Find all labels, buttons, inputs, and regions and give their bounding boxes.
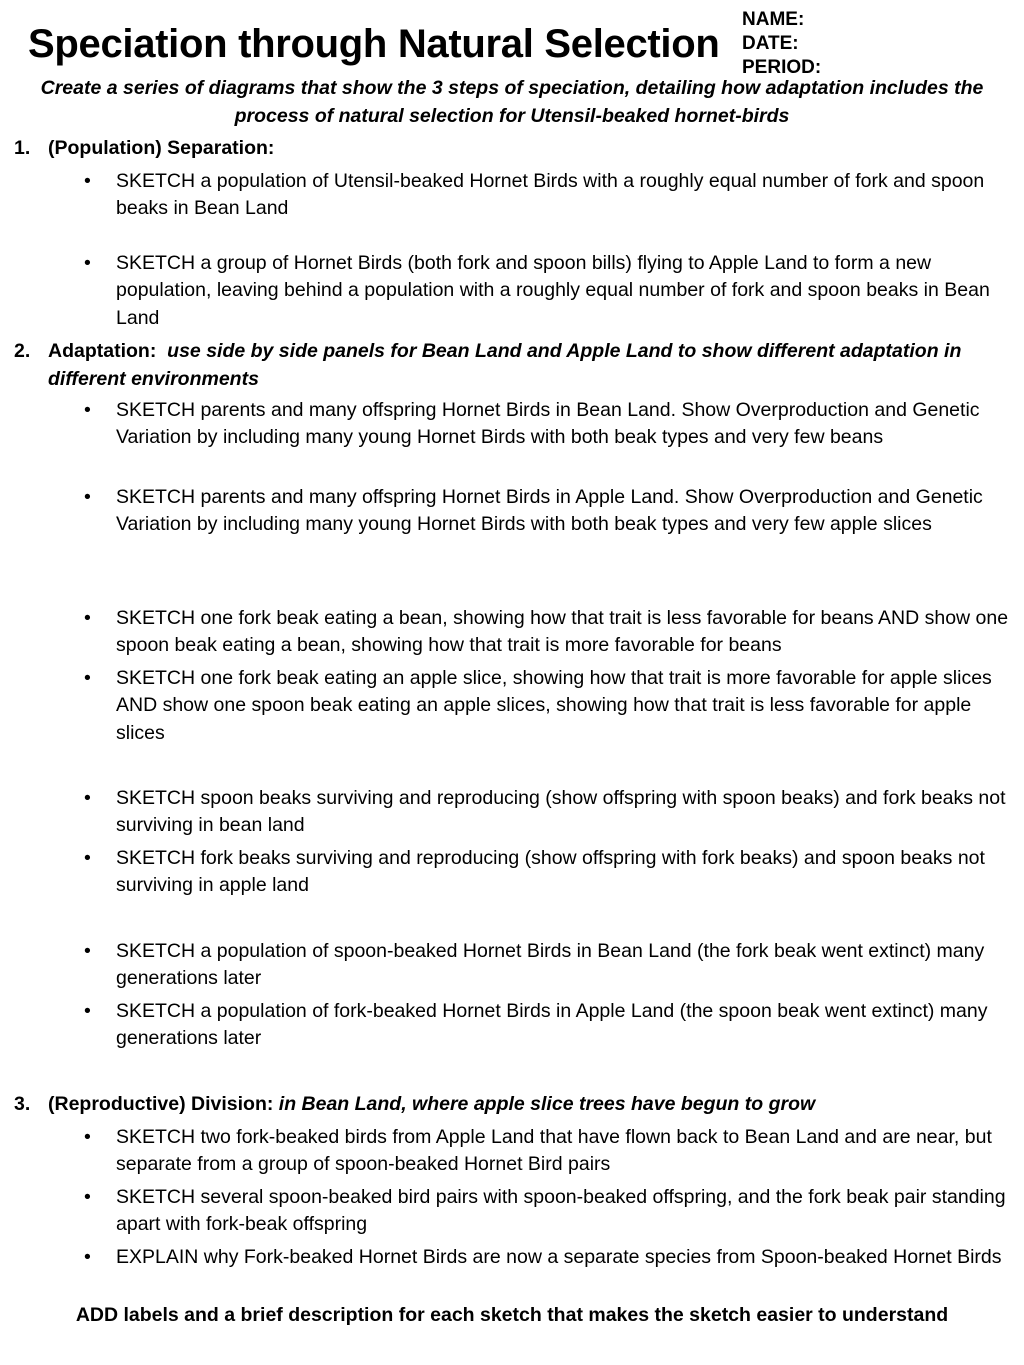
bullet-text: SKETCH a population of spoon-beaked Hornet Birds in Bean Land (the fork beak went extinct) many generations later [116, 940, 985, 990]
bullet-icon: • [84, 1126, 91, 1148]
bullet-icon: • [84, 1246, 91, 1268]
bullet-icon: • [84, 787, 91, 809]
list-item [0, 605, 1024, 660]
step-number: 3. [14, 1093, 31, 1115]
page-title: Speciation through Natural Selection [28, 22, 720, 66]
student-info-block [742, 8, 821, 80]
list-item [0, 998, 1024, 1053]
list-item [0, 785, 1024, 840]
bullet-text: SKETCH two fork-beaked birds from Apple Land that have flown back to Bean Land and are near, but separate from a group of spoon-beaked Hornet Bird pairs [116, 1126, 992, 1176]
bullet-icon: • [84, 1000, 91, 1022]
bullet-text: SKETCH spoon beaks surviving and reproducing (show offspring with spoon beaks) and fork beaks not surviving in bean land [116, 787, 1006, 837]
step-2-heading [0, 338, 1024, 393]
list-item [0, 484, 1024, 539]
step-title: (Population) Separation: [48, 137, 275, 159]
list-item [0, 938, 1024, 993]
bullet-text: SKETCH parents and many offspring Hornet Birds in Apple Land. Show Overproduction and Genetic Variation by including many young Hornet Birds with both beak types and very few apple slices [116, 486, 983, 536]
bullet-text: SKETCH fork beaks surviving and reproducing (show offspring with fork beaks) and spoon beaks not surviving in apple land [116, 847, 985, 897]
bullet-icon: • [84, 252, 91, 274]
bullet-text: SKETCH a population of fork-beaked Hornet Birds in Apple Land (the spoon beak went extinct) many generations later [116, 1000, 988, 1050]
step-number: 1. [14, 137, 31, 159]
bullet-text: SKETCH one fork beak eating an apple slice, showing how that trait is more favorable for apple slices AND show one spoon beak eating an apple slices, showing how that trait is less favorable for apple slices [116, 667, 992, 744]
list-item [0, 1244, 1024, 1271]
bullet-icon: • [84, 170, 91, 192]
bullet-text: SKETCH parents and many offspring Hornet Birds in Bean Land. Show Overproduction and Genetic Variation by including many young Hornet Birds with both beak types and very few beans [116, 399, 980, 449]
step-title: (Reproductive) Division: [48, 1093, 274, 1115]
bullet-icon: • [84, 1186, 91, 1208]
list-item [0, 168, 1024, 223]
list-item [0, 1124, 1024, 1179]
bullet-text: EXPLAIN why Fork-beaked Hornet Birds are now a separate species from Spoon-beaked Hornet Birds [116, 1246, 1002, 1268]
step-1-heading [0, 135, 1024, 163]
bullet-icon: • [84, 486, 91, 508]
step-3-heading [0, 1091, 1024, 1119]
list-item [0, 1184, 1024, 1239]
list-item [0, 845, 1024, 900]
step-note: use side by side panels for Bean Land and Apple Land to show different adaptation in different environments [48, 340, 962, 390]
footer-instruction: ADD labels and a brief description for each sketch that makes the sketch easier to understand [75, 1304, 949, 1326]
name-label: NAME: [742, 9, 805, 30]
bullet-text: SKETCH one fork beak eating a bean, showing how that trait is less favorable for beans AND show one spoon beak eating a bean, showing how that trait is more favorable for beans [116, 607, 1009, 657]
step-number: 2. [14, 340, 31, 362]
period-label: PERIOD: [742, 57, 822, 78]
step-title: Adaptation: [48, 340, 157, 362]
bullet-text: SKETCH a group of Hornet Birds (both fork and spoon bills) flying to Apple Land to form a new population, leaving behind a population with a roughly equal number of fork and spoon beaks in Bean Land [116, 252, 990, 329]
bullet-icon: • [84, 847, 91, 869]
date-label: DATE: [742, 33, 799, 54]
bullet-icon: • [84, 940, 91, 962]
list-item [0, 250, 1024, 332]
list-item [0, 665, 1024, 747]
instructions-intro: Create a series of diagrams that show the 3 steps of speciation, detailing how adaptation includes the process of natural selection for Utensil-beaked hornet-birds [40, 77, 984, 127]
bullet-icon: • [84, 399, 91, 421]
step-note: in Bean Land, where apple slice trees have begun to grow [278, 1093, 816, 1115]
bullet-text: SKETCH a population of Utensil-beaked Hornet Birds with a roughly equal number of fork and spoon beaks in Bean Land [116, 170, 985, 220]
bullet-icon: • [84, 607, 91, 629]
bullet-text: SKETCH several spoon-beaked bird pairs with spoon-beaked offspring, and the fork beak pair standing apart with fork-beak offspring [116, 1186, 1006, 1236]
list-item [0, 397, 1024, 452]
bullet-icon: • [84, 667, 91, 689]
